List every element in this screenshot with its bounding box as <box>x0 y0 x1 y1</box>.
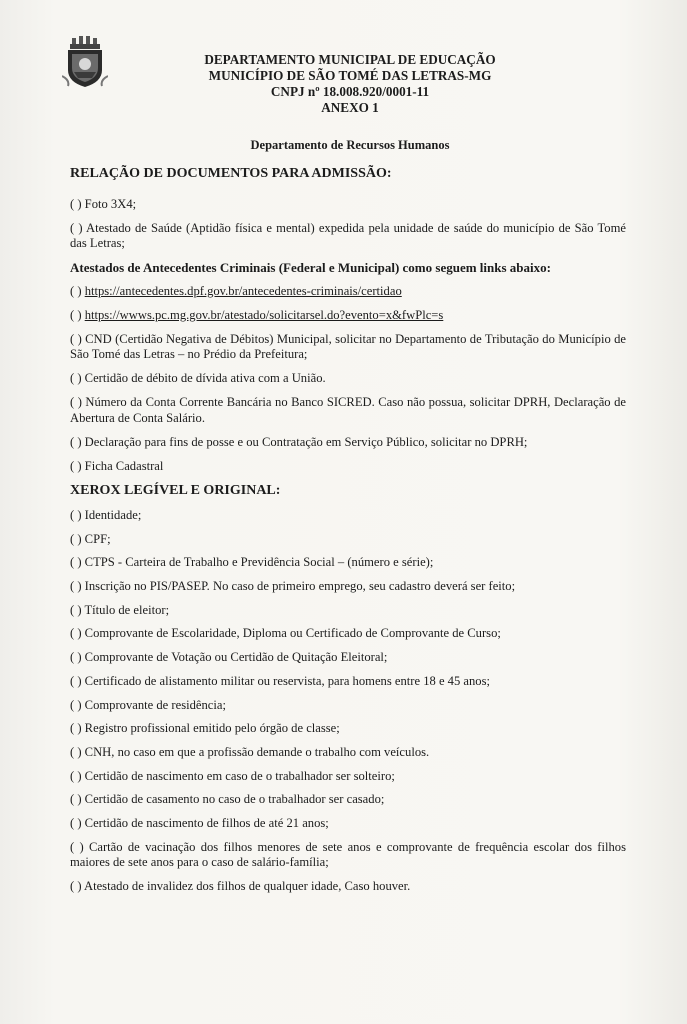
federal-certificate-link[interactable]: https://antecedentes.dpf.gov.br/antecedentes-criminais/certidao <box>84 283 402 298</box>
list-item: ( ) Comprovante de residência; <box>70 697 226 712</box>
section-title-copies: XEROX LEGÍVEL E ORIGINAL: <box>70 482 281 498</box>
document-body <box>70 166 626 903</box>
list-item: ( ) Inscrição no PIS/PASEP. No caso de primeiro emprego, seu cadastro deverá ser feito; <box>70 579 516 594</box>
list-item: ( ) Certidão de débito de dívida ativa com a União. <box>70 371 326 385</box>
list-item: ( ) Título de eleitor; <box>70 602 170 617</box>
list-item: ( ) Certidão de casamento no caso de o trabalhador ser casado; <box>70 792 385 807</box>
list-item: ( ) Comprovante de Escolaridade, Diploma ou Certificado de Comprovante de Curso; <box>70 626 501 641</box>
list-item-link <box>70 308 626 324</box>
document-header <box>140 52 560 116</box>
list-item: ( ) Comprovante de Votação ou Certidão de Quitação Eleitoral; <box>70 650 388 665</box>
municipal-crest-icon <box>62 36 108 88</box>
header-line-4: ANEXO 1 <box>321 100 379 115</box>
list-item: ( ) CPF; <box>70 531 111 546</box>
checkbox-placeholder: ( ) <box>70 283 85 298</box>
section-title-admission: RELAÇÃO DE DOCUMENTOS PARA ADMISSÃO: <box>70 166 392 181</box>
state-certificate-link[interactable]: https://wwws.pc.mg.gov.br/atestado/solicitarsel.do?evento=x&fwPlc=s <box>84 307 444 322</box>
list-item: ( ) Número da Conta Corrente Bancária no Banco SICRED. Caso não possua, solicitar DPRH, Declaração de Abertura de Conta Salário. <box>70 395 626 425</box>
list-item: ( ) Registro profissional emitido pelo órgão de classe; <box>70 721 340 736</box>
list-item: ( ) Certidão de nascimento de filhos de até 21 anos; <box>70 815 329 830</box>
list-item: ( ) Atestado de invalidez dos filhos de qualquer idade, Caso houver. <box>70 878 411 893</box>
checkbox-placeholder: ( ) <box>70 307 85 322</box>
list-item: ( ) Declaração para fins de posse e ou Contratação em Serviço Público, solicitar no DPRH; <box>70 434 528 449</box>
header-line-1: DEPARTAMENTO MUNICIPAL DE EDUCAÇÃO <box>204 52 496 67</box>
list-item: ( ) Certificado de alistamento militar ou reservista, para homens entre 18 e 45 anos; <box>70 673 491 688</box>
criminal-records-heading: Atestados de Antecedentes Criminais (Federal e Municipal) como seguem links abaixo: <box>70 260 551 275</box>
list-item: ( ) Atestado de Saúde (Aptidão física e mental) expedida pela unidade de saúde do município de São Tomé das Letras; <box>70 220 626 250</box>
copies-list <box>70 508 626 894</box>
header-line-3: CNPJ nº 18.008.920/0001-11 <box>270 84 430 99</box>
list-item: ( ) Certidão de nascimento em caso de o trabalhador ser solteiro; <box>70 768 395 783</box>
list-item: ( ) CTPS - Carteira de Trabalho e Previdência Social – (número e série); <box>70 555 434 570</box>
list-item-link <box>70 284 626 300</box>
list-item: ( ) Identidade; <box>70 508 142 522</box>
list-item: ( ) Ficha Cadastral <box>70 458 164 473</box>
list-item: ( ) Cartão de vacinação dos filhos menores de sete anos e comprovante de frequência escolar dos filhos maiores de sete anos para o caso de salário-família; <box>70 839 626 870</box>
list-item: ( ) CNH, no caso em que a profissão demande o trabalho com veículos. <box>70 744 430 759</box>
department-name: Departamento de Recursos Humanos <box>250 138 450 152</box>
list-item: ( ) Foto 3X4; <box>70 196 137 211</box>
list-item: ( ) CND (Certidão Negativa de Débitos) Municipal, solicitar no Departamento de Tributação do Município de São Tomé das Letras – no Prédio da Prefeitura; <box>70 331 626 361</box>
header-line-2: MUNICÍPIO DE SÃO TOMÉ DAS LETRAS-MG <box>208 68 492 83</box>
